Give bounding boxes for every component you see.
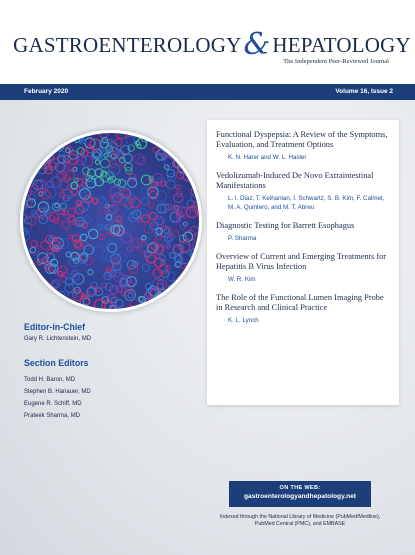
editor-in-chief-name: Gary R. Lichtenstein, MD xyxy=(24,336,92,342)
article-title: Functional Dyspepsia: A Review of the Symptoms, Evaluation, and Treatment Options xyxy=(216,130,388,149)
indexing-statement: Indexed through the National Library of Medicine (PubMed/Medline), PubMed Central (PMC), and EMBASE xyxy=(219,514,381,527)
section-editor-name: Eugene R. Schiff, MD xyxy=(24,401,82,407)
journal-title-right: HEPATOLOGY xyxy=(272,32,411,57)
website-url-link[interactable]: gastroenterologyandhepatology.net xyxy=(244,493,356,500)
website-box[interactable] xyxy=(229,481,371,507)
article-title: Overview of Current and Emerging Treatments for Hepatitis B Virus Infection xyxy=(216,252,387,271)
article-title: The Role of the Functional Lumen Imaging Probe in Research and Clinical Practice xyxy=(216,293,384,312)
masthead xyxy=(0,0,415,84)
toc-item[interactable] xyxy=(216,252,391,284)
article-authors: K. L. Lynch xyxy=(228,317,259,324)
article-authors: K. N. Harer and W. L. Hasler xyxy=(228,154,307,161)
section-editors-heading: Section Editors xyxy=(24,358,89,368)
issue-date: February 2020 xyxy=(24,88,69,95)
toc-item[interactable] xyxy=(216,293,391,325)
table-of-contents xyxy=(207,120,399,405)
issue-bar xyxy=(0,84,415,100)
section-editor-name: Prateek Sharma, MD xyxy=(24,413,81,419)
section-editor-name: Todd H. Baron, MD xyxy=(24,377,76,383)
cover-micrograph-image xyxy=(20,130,202,312)
editor-in-chief-heading: Editor-in-Chief xyxy=(24,322,86,332)
toc-item[interactable] xyxy=(216,221,391,243)
toc-item[interactable] xyxy=(216,171,391,212)
article-title: Diagnostic Testing for Barrett Esophagus xyxy=(216,221,355,230)
section-editor-name: Stephen B. Hanauer, MD xyxy=(24,389,91,395)
website-label: ON THE WEB: xyxy=(279,485,321,491)
journal-title-ampersand: & xyxy=(243,27,271,62)
article-authors: P. Sharma xyxy=(228,235,257,242)
toc-item[interactable] xyxy=(216,130,391,162)
article-title: Vedolizumab-Induced De Novo Extraintestinal Manifestations xyxy=(216,171,374,190)
issue-volume: Volume 16, Issue 2 xyxy=(335,88,393,95)
article-authors: L. I. Diaz, T. Keihanian, I. Schwartz, S. B. Kim, F. Calmet, M. A. Quintero, and M. T. Abreu xyxy=(228,195,385,211)
journal-tagline: The Independent Peer-Reviewed Journal xyxy=(283,58,389,65)
micrograph-cells xyxy=(23,133,199,309)
article-authors: W. R. Kim xyxy=(228,276,256,283)
section-editors-list xyxy=(24,377,91,425)
journal-title-left: GASTROENTEROLOGY xyxy=(13,32,242,57)
